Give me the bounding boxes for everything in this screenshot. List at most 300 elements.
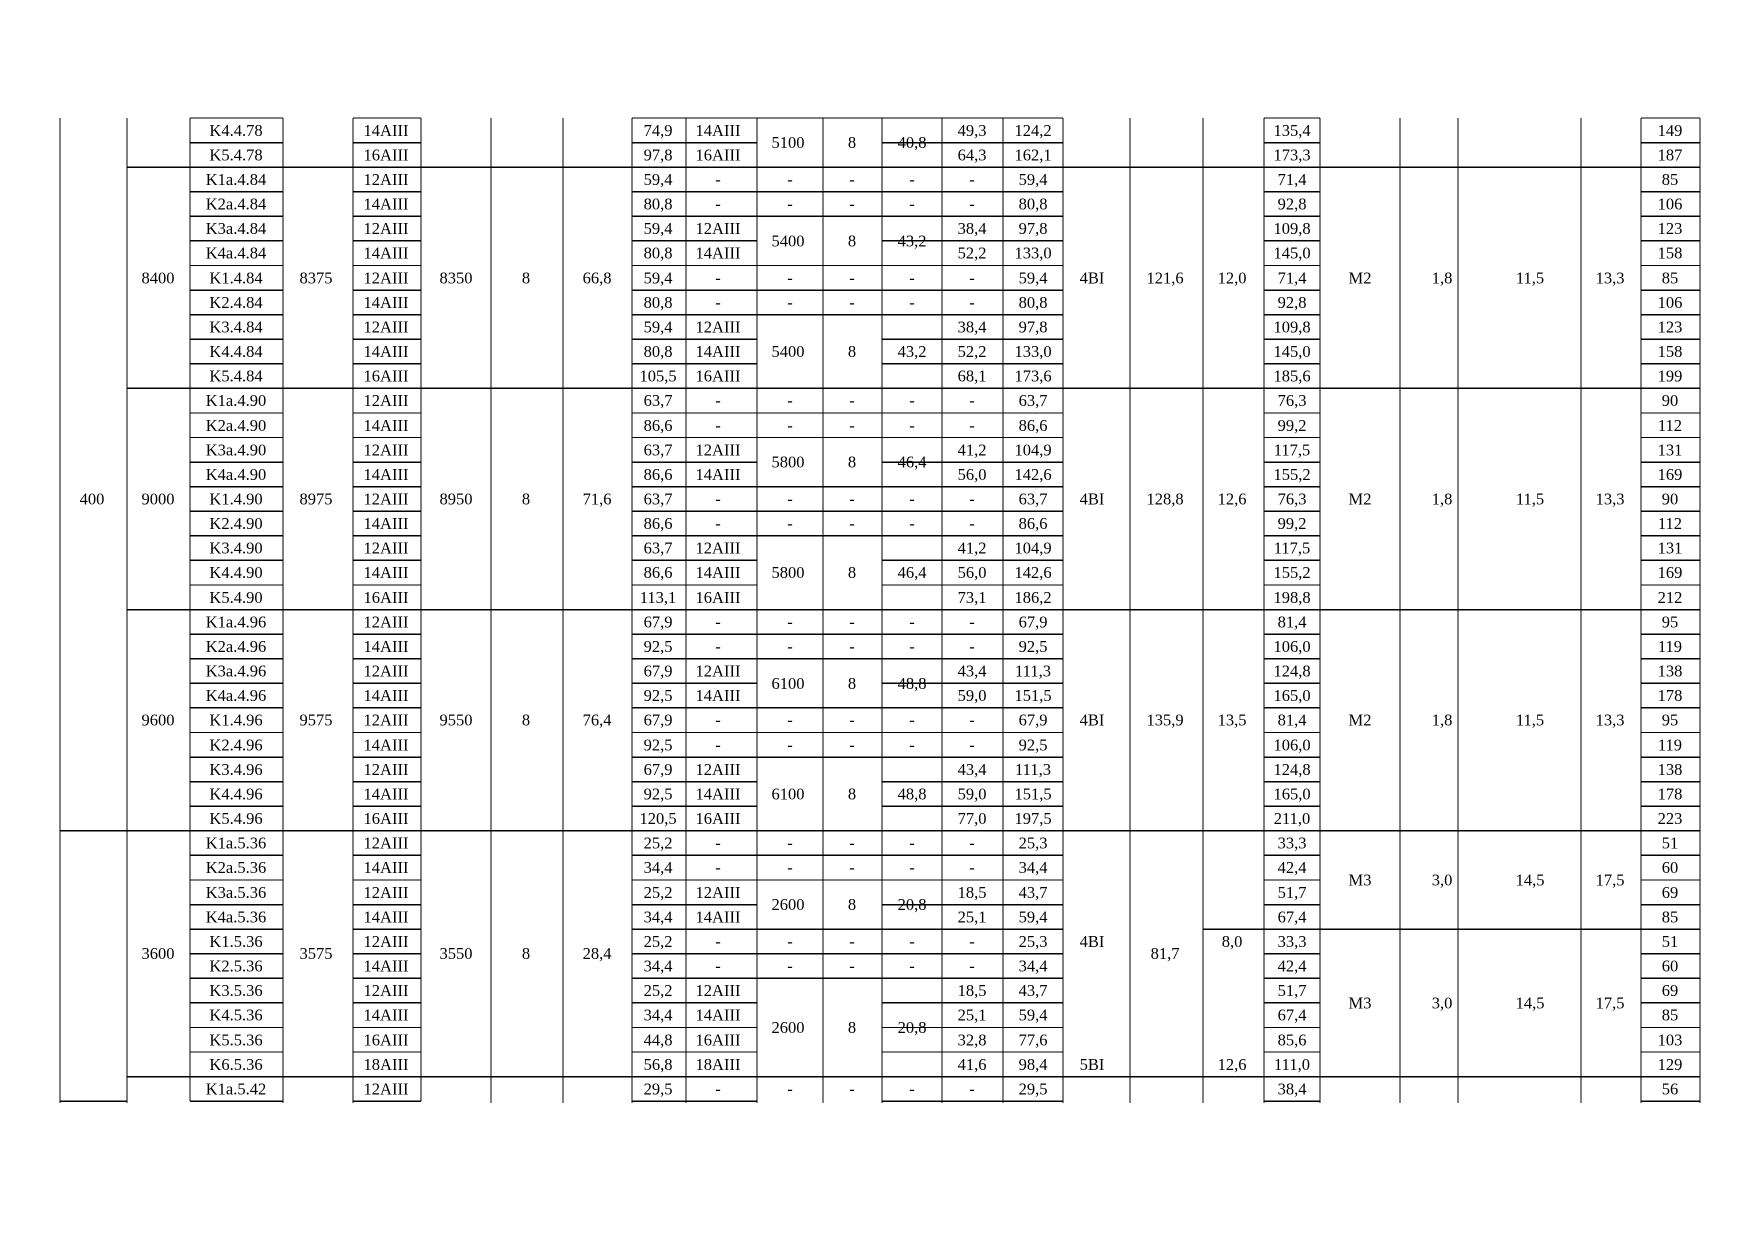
row-c17: 51,7 [1277, 981, 1307, 1001]
span-c10: 5400 [771, 231, 805, 251]
row-c17: 99,2 [1277, 514, 1307, 534]
row-c9: - [787, 931, 793, 951]
span-c15: 81,7 [1150, 944, 1180, 964]
row-c13: 186,2 [1014, 587, 1052, 607]
row-c13: 43,7 [1018, 981, 1048, 1001]
row-total: 51 [1661, 833, 1679, 853]
row-c8: - [715, 931, 721, 951]
row-c9: - [787, 391, 793, 411]
row-c17: 51,7 [1277, 882, 1307, 902]
row-mark: K2.5.36 [209, 956, 263, 976]
row-c10: - [849, 735, 855, 755]
row-rebar: 14AIII [363, 636, 409, 656]
row-c9: - [787, 636, 793, 656]
span-c18: M3 [1348, 870, 1372, 890]
row-c7: 63,7 [643, 538, 673, 558]
row-total: 158 [1657, 243, 1683, 263]
row-rebar: 12AIII [363, 268, 409, 288]
span-c7: 8 [521, 710, 531, 730]
row-total: 119 [1657, 735, 1683, 755]
row-rebar: 12AIII [363, 931, 409, 951]
span-c2: 8400 [141, 268, 175, 288]
row-c13: 59,4 [1018, 169, 1048, 189]
row-c11: - [909, 735, 915, 755]
row-total: 123 [1657, 317, 1683, 337]
row-c11: - [909, 514, 915, 534]
row-rebar: 12AIII [363, 710, 409, 730]
row-c8: 16AIII [695, 587, 741, 607]
span-c4: 3575 [299, 944, 333, 964]
span-c6: 8350 [439, 268, 473, 288]
row-mark: K1a.4.84 [205, 169, 267, 189]
span-c10: 2600 [771, 1017, 805, 1037]
row-rebar: 14AIII [363, 956, 409, 976]
row-c11: - [909, 292, 915, 312]
row-c10: - [849, 636, 855, 656]
row-c7: 59,4 [643, 317, 673, 337]
span-c19: 1,8 [1431, 710, 1453, 730]
row-c11: - [909, 415, 915, 435]
row-mark: K4a.4.96 [205, 686, 267, 706]
row-total: 60 [1661, 956, 1679, 976]
row-c12: - [969, 1079, 975, 1099]
span-c8: 76,4 [582, 710, 612, 730]
row-c7: 97,8 [643, 145, 673, 165]
span-c19: 3,0 [1431, 870, 1453, 890]
row-c7: 86,6 [643, 464, 673, 484]
row-c13: 124,2 [1014, 120, 1052, 140]
row-c13: 97,8 [1018, 219, 1048, 239]
span-c10: 6100 [771, 673, 805, 693]
row-c12: 59,0 [957, 686, 987, 706]
span-c14: 4BI [1079, 931, 1105, 951]
row-c11: - [909, 931, 915, 951]
row-c7: 80,8 [643, 194, 673, 214]
row-rebar: 14AIII [363, 686, 409, 706]
row-c9: - [787, 415, 793, 435]
row-c8: 12AIII [695, 317, 741, 337]
span-c14: 5BI [1079, 1054, 1105, 1074]
span-c10: 5400 [771, 342, 805, 362]
row-c13: 77,6 [1018, 1030, 1048, 1050]
row-c13: 92,5 [1018, 735, 1048, 755]
row-mark: K4.4.90 [209, 563, 263, 583]
span-c20: 14,5 [1515, 993, 1545, 1013]
span-c16: 12,0 [1217, 268, 1247, 288]
row-total: 112 [1657, 514, 1683, 534]
row-c11: - [909, 268, 915, 288]
row-c8: - [715, 710, 721, 730]
row-c12: 41,2 [957, 440, 987, 460]
row-c13: 29,5 [1018, 1079, 1048, 1099]
span-c12: 46,4 [897, 452, 927, 472]
span-c21: 13,3 [1595, 489, 1625, 509]
row-c12: - [969, 194, 975, 214]
row-c13: 197,5 [1014, 809, 1052, 829]
row-rebar: 14AIII [363, 342, 409, 362]
row-c10: - [849, 169, 855, 189]
row-c11: - [909, 1079, 915, 1099]
row-c13: 25,3 [1018, 931, 1048, 951]
row-mark: K2a.5.36 [205, 858, 267, 878]
row-c9: - [787, 956, 793, 976]
row-mark: K3a.4.84 [205, 219, 267, 239]
row-c11: - [909, 169, 915, 189]
row-c17: 198,8 [1273, 587, 1311, 607]
row-c7: 59,4 [643, 169, 673, 189]
row-rebar: 12AIII [363, 169, 409, 189]
row-c7: 67,9 [643, 759, 673, 779]
row-c7: 59,4 [643, 219, 673, 239]
row-c7: 120,5 [639, 809, 677, 829]
row-c17: 81,4 [1277, 710, 1307, 730]
span-c2: 3600 [141, 944, 175, 964]
row-c8: 16AIII [695, 1030, 741, 1050]
row-c9: - [787, 1079, 793, 1099]
row-c11: - [909, 636, 915, 656]
row-c13: 133,0 [1014, 243, 1052, 263]
row-rebar: 12AIII [363, 489, 409, 509]
row-mark: K1a.4.90 [205, 391, 267, 411]
row-c7: 63,7 [643, 440, 673, 460]
row-rebar: 16AIII [363, 587, 409, 607]
span-c10: 6100 [771, 784, 805, 804]
row-c7: 67,9 [643, 661, 673, 681]
row-c7: 25,2 [643, 882, 673, 902]
row-total: 56 [1661, 1079, 1679, 1099]
row-c13: 67,9 [1018, 710, 1048, 730]
row-c10: - [849, 612, 855, 632]
row-c8: 14AIII [695, 120, 741, 140]
row-total: 119 [1657, 636, 1683, 656]
row-c7: 59,4 [643, 268, 673, 288]
span-c15: 128,8 [1146, 489, 1184, 509]
row-c7: 105,5 [639, 366, 677, 386]
row-c13: 92,5 [1018, 636, 1048, 656]
span-c12: 43,2 [897, 231, 927, 251]
row-rebar: 14AIII [363, 735, 409, 755]
row-mark: K1a.4.96 [205, 612, 267, 632]
row-c13: 59,4 [1018, 1005, 1048, 1025]
row-c17: 155,2 [1273, 464, 1311, 484]
row-mark: K3a.4.90 [205, 440, 267, 460]
row-c12: - [969, 956, 975, 976]
span-c16: 12,6 [1217, 1054, 1247, 1074]
row-c8: 12AIII [695, 981, 741, 1001]
row-c7: 29,5 [643, 1079, 673, 1099]
row-total: 123 [1657, 219, 1683, 239]
row-total: 212 [1657, 587, 1683, 607]
row-c17: 38,4 [1277, 1079, 1307, 1099]
row-c13: 43,7 [1018, 882, 1048, 902]
row-c17: 185,6 [1273, 366, 1311, 386]
row-c8: - [715, 514, 721, 534]
row-c7: 74,9 [643, 120, 673, 140]
span-c19: 3,0 [1431, 993, 1453, 1013]
row-c13: 80,8 [1018, 292, 1048, 312]
span-c11: 8 [847, 563, 857, 583]
span-c6: 9550 [439, 710, 473, 730]
row-c12: 77,0 [957, 809, 987, 829]
span-c12: 43,2 [897, 342, 927, 362]
row-c13: 98,4 [1018, 1054, 1048, 1074]
row-c8: 12AIII [695, 661, 741, 681]
row-c13: 59,4 [1018, 268, 1048, 288]
row-c12: 56,0 [957, 464, 987, 484]
row-c17: 67,4 [1277, 907, 1307, 927]
row-c8: - [715, 956, 721, 976]
row-c7: 67,9 [643, 710, 673, 730]
row-mark: K1.4.96 [209, 710, 263, 730]
row-total: 138 [1657, 661, 1683, 681]
row-c8: 12AIII [695, 882, 741, 902]
row-c7: 92,5 [643, 686, 673, 706]
row-c12: - [969, 514, 975, 534]
row-c12: 52,2 [957, 243, 987, 263]
row-c9: - [787, 268, 793, 288]
row-c17: 67,4 [1277, 1005, 1307, 1025]
row-rebar: 14AIII [363, 1005, 409, 1025]
row-rebar: 14AIII [363, 194, 409, 214]
row-rebar: 14AIII [363, 464, 409, 484]
row-mark: K2a.4.90 [205, 415, 267, 435]
row-c8: - [715, 735, 721, 755]
row-c17: 145,0 [1273, 342, 1311, 362]
row-total: 187 [1657, 145, 1683, 165]
span-c11: 8 [847, 673, 857, 693]
row-c17: 33,3 [1277, 931, 1307, 951]
row-total: 169 [1657, 464, 1683, 484]
span-c14: 4BI [1079, 268, 1105, 288]
row-mark: K5.4.84 [209, 366, 263, 386]
row-mark: K3.4.96 [209, 759, 263, 779]
row-c9: - [787, 169, 793, 189]
row-c13: 111,3 [1015, 759, 1051, 779]
row-rebar: 16AIII [363, 145, 409, 165]
row-c13: 63,7 [1018, 489, 1048, 509]
row-c17: 155,2 [1273, 563, 1311, 583]
row-total: 158 [1657, 342, 1683, 362]
row-c17: 124,8 [1273, 661, 1311, 681]
row-c13: 151,5 [1014, 686, 1052, 706]
row-c12: 25,1 [957, 907, 987, 927]
span-c11: 8 [847, 784, 857, 804]
row-mark: K5.4.90 [209, 587, 263, 607]
span-c18: M2 [1348, 710, 1372, 730]
row-rebar: 12AIII [363, 1079, 409, 1099]
span-c21: 13,3 [1595, 710, 1625, 730]
row-mark: K2.4.84 [209, 292, 263, 312]
row-total: 69 [1661, 981, 1679, 1001]
span-c12: 48,8 [897, 784, 927, 804]
span-c4: 8975 [299, 489, 333, 509]
row-c7: 25,2 [643, 833, 673, 853]
row-rebar: 14AIII [363, 907, 409, 927]
span-c15: 121,6 [1146, 268, 1184, 288]
row-c8: 12AIII [695, 538, 741, 558]
row-c12: - [969, 391, 975, 411]
row-c12: 59,0 [957, 784, 987, 804]
row-c11: - [909, 612, 915, 632]
span-c14: 4BI [1079, 489, 1105, 509]
row-c13: 34,4 [1018, 956, 1048, 976]
span-c11: 8 [847, 342, 857, 362]
row-c17: 71,4 [1277, 169, 1307, 189]
row-c8: - [715, 194, 721, 214]
span-c21: 13,3 [1595, 268, 1625, 288]
row-c17: 109,8 [1273, 219, 1311, 239]
row-c9: - [787, 710, 793, 730]
row-c8: 14AIII [695, 1005, 741, 1025]
row-c8: 14AIII [695, 907, 741, 927]
row-c8: - [715, 268, 721, 288]
row-c13: 111,3 [1015, 661, 1051, 681]
row-c17: 92,8 [1277, 194, 1307, 214]
row-c7: 80,8 [643, 243, 673, 263]
span-c19: 1,8 [1431, 489, 1453, 509]
row-rebar: 14AIII [363, 858, 409, 878]
row-c8: - [715, 1079, 721, 1099]
span-c1: 400 [79, 489, 105, 509]
row-c10: - [849, 292, 855, 312]
row-mark: K2a.4.84 [205, 194, 267, 214]
row-mark: K4a.4.84 [205, 243, 267, 263]
span-c6: 3550 [439, 944, 473, 964]
row-c17: 76,3 [1277, 391, 1307, 411]
row-c10: - [849, 194, 855, 214]
row-c12: 56,0 [957, 563, 987, 583]
row-c11: - [909, 833, 915, 853]
row-total: 178 [1657, 686, 1683, 706]
row-c12: - [969, 489, 975, 509]
row-mark: K4.4.84 [209, 342, 263, 362]
row-c7: 63,7 [643, 489, 673, 509]
row-rebar: 14AIII [363, 292, 409, 312]
span-c4: 9575 [299, 710, 333, 730]
row-mark: K6.5.36 [209, 1054, 263, 1074]
row-rebar: 12AIII [363, 538, 409, 558]
row-c9: - [787, 858, 793, 878]
row-c12: - [969, 292, 975, 312]
row-c10: - [849, 489, 855, 509]
row-c12: - [969, 612, 975, 632]
row-c13: 142,6 [1014, 563, 1052, 583]
row-rebar: 12AIII [363, 882, 409, 902]
row-c10: - [849, 833, 855, 853]
row-c10: - [849, 391, 855, 411]
row-c8: 16AIII [695, 145, 741, 165]
row-c12: 49,3 [957, 120, 987, 140]
row-c13: 104,9 [1014, 440, 1052, 460]
row-rebar: 12AIII [363, 612, 409, 632]
span-c20: 11,5 [1515, 268, 1545, 288]
span-c6: 8950 [439, 489, 473, 509]
row-c12: - [969, 833, 975, 853]
row-c7: 80,8 [643, 342, 673, 362]
row-c7: 92,5 [643, 636, 673, 656]
row-c13: 80,8 [1018, 194, 1048, 214]
row-c13: 104,9 [1014, 538, 1052, 558]
span-c19: 1,8 [1431, 268, 1453, 288]
row-c7: 34,4 [643, 907, 673, 927]
row-c8: - [715, 169, 721, 189]
row-c8: 16AIII [695, 809, 741, 829]
row-total: 85 [1661, 1005, 1679, 1025]
row-c8: - [715, 833, 721, 853]
row-mark: K4a.4.90 [205, 464, 267, 484]
span-c10: 5100 [771, 133, 805, 153]
span-c20: 11,5 [1515, 489, 1545, 509]
row-mark: K4a.5.36 [205, 907, 267, 927]
row-c13: 133,0 [1014, 342, 1052, 362]
row-c17: 42,4 [1277, 858, 1307, 878]
row-c12: 64,3 [957, 145, 987, 165]
row-total: 178 [1657, 784, 1683, 804]
row-c8: 14AIII [695, 686, 741, 706]
row-c11: - [909, 391, 915, 411]
row-rebar: 16AIII [363, 809, 409, 829]
row-c12: - [969, 415, 975, 435]
row-total: 95 [1661, 612, 1679, 632]
row-c17: 76,3 [1277, 489, 1307, 509]
span-c12: 20,8 [897, 895, 927, 915]
row-c12: 52,2 [957, 342, 987, 362]
row-mark: K2.4.96 [209, 735, 263, 755]
row-c13: 25,3 [1018, 833, 1048, 853]
row-c13: 86,6 [1018, 514, 1048, 534]
row-c7: 63,7 [643, 391, 673, 411]
row-c11: - [909, 194, 915, 214]
row-c8: - [715, 636, 721, 656]
row-c7: 67,9 [643, 612, 673, 632]
row-total: 103 [1657, 1030, 1683, 1050]
row-c13: 34,4 [1018, 858, 1048, 878]
span-c10: 5800 [771, 452, 805, 472]
row-c13: 86,6 [1018, 415, 1048, 435]
row-c12: - [969, 858, 975, 878]
row-c7: 113,1 [639, 587, 677, 607]
span-c16: 8,0 [1221, 931, 1243, 951]
row-c17: 165,0 [1273, 784, 1311, 804]
row-total: 90 [1661, 489, 1679, 509]
row-c13: 173,6 [1014, 366, 1052, 386]
row-rebar: 14AIII [363, 120, 409, 140]
row-c17: 33,3 [1277, 833, 1307, 853]
row-total: 85 [1661, 907, 1679, 927]
row-total: 85 [1661, 169, 1679, 189]
row-c8: 16AIII [695, 366, 741, 386]
row-rebar: 14AIII [363, 514, 409, 534]
row-mark: K1a.5.42 [205, 1079, 267, 1099]
span-c12: 40,8 [897, 133, 927, 153]
row-c8: 12AIII [695, 440, 741, 460]
row-c10: - [849, 858, 855, 878]
row-c17: 117,5 [1273, 440, 1311, 460]
row-c13: 59,4 [1018, 907, 1048, 927]
row-c17: 85,6 [1277, 1030, 1307, 1050]
row-c7: 80,8 [643, 292, 673, 312]
row-mark: K1.4.84 [209, 268, 263, 288]
row-c10: - [849, 956, 855, 976]
row-c9: - [787, 489, 793, 509]
row-rebar: 18AIII [363, 1054, 409, 1074]
row-c12: 18,5 [957, 882, 987, 902]
row-total: 129 [1657, 1054, 1683, 1074]
span-c11: 8 [847, 231, 857, 251]
row-mark: K3a.4.96 [205, 661, 267, 681]
row-total: 223 [1657, 809, 1683, 829]
row-c11: - [909, 710, 915, 730]
